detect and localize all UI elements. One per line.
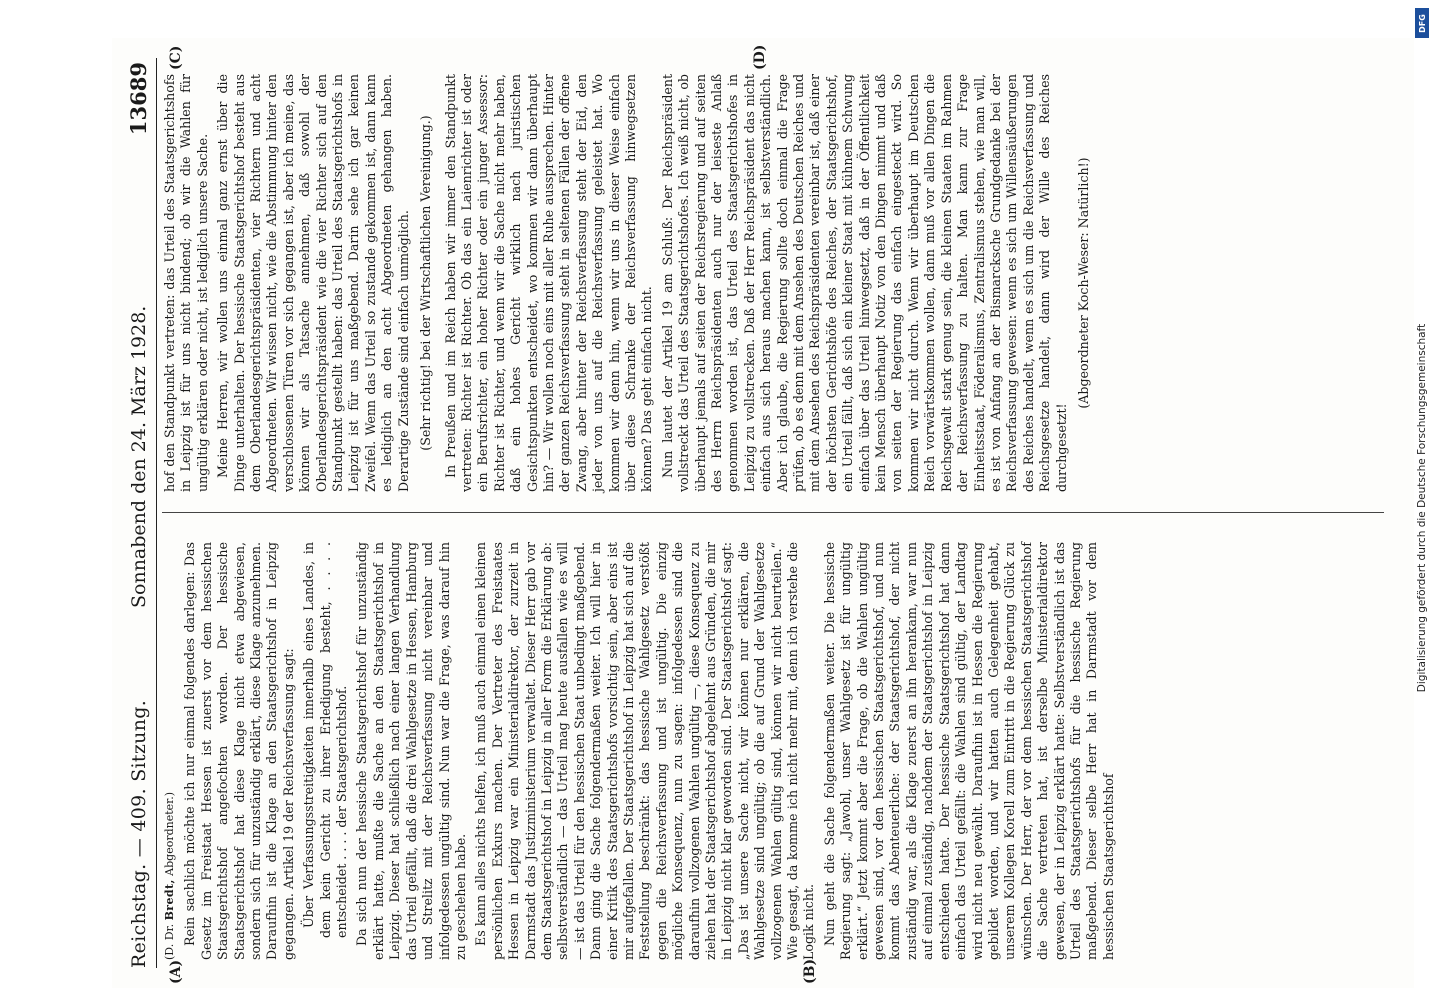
margin-marker-d: (D)	[752, 44, 768, 70]
paragraph: Es kann alles nichts helfen, ich muß auch einmal einen kleinen persönlichen Exkurs machen. Der Vertreter des Freistaates Hessen in Leipzig war ein Ministerialdirektor, der zurzeit in Darmstadt das Justizministerium verwaltet. Dieser Herr gab vor dem Staatsgerichtshof in Leipzig in aller Form die Erklärung ab: selbstverständlich — das Urteil mag heute ausfallen wie es will — ist das Urteil für den hessischen Staat unbedingt maßgebend. Dann ging die Sache folgendermaßen weiter. Ich will hier in einer Kritik des Staatsgerichtshofs vorsichtig sein, aber eins ist mir aufgefallen. Der Staatsgerichtshof in Leipzig hat sich auf die Feststellung beschränkt: das hessische Wahlgesetz verstößt gegen die Reichsverfassung und ist ungültig. Die einzig mögliche Konsequenz, nun zu sagen: infolgedessen sind die daraufhin vollzogenen Wahlen ungültig —, diese Konsequenz zu ziehen hat der Staatsgerichtshof abgelehnt aus Gründen, die mir in Leipzig nicht klar geworden sind. Der Staatsgerichtshof sagt: „Das ist unsere Sache nicht, wir können nur erklären, die Wahlgesetze sind ungültig; ob die auf Grund der Wahlgesetze vollzogenen Wahlen gültig sind, können wir nicht beurteilen.“ Wie gesagt, da komme ich nicht mehr mit, denn ich verstehe die Logik nicht.	[473, 542, 817, 960]
speaker-open: (D. Dr.	[163, 923, 176, 960]
funding-note-text: Digitalisierung gefördert durch die Deutsche Forschungsgemeinschaft	[1416, 323, 1428, 693]
paragraph: Da sich nun der hessische Staatsgerichtshof für unzuständig erklärt hatte, mußte die Sache an den Staatsgerichtshof in Leipzig. Dieser hat schließlich nach einer langen Verhandlung das Urteil gefällt, daß die drei Wahlgesetze in Hessen, Hamburg und Strelitz mit der Reichsverfassung nicht vereinbar und infolgedessen ungültig sind. Nun war die Frage, was darauf hin zu geschehen habe.	[354, 542, 468, 960]
interjection: (Abgeordneter Koch-Weser: Natürlich!)	[1075, 157, 1091, 409]
header-title: Reichstag. — 409. Sitzung.	[128, 699, 150, 968]
speaker-line	[162, 542, 178, 960]
left-column	[162, 542, 1121, 960]
paragraph: Nun lautet der Artikel 19 am Schluß: Der Reichspräsident vollstreckt das Urteil des Staatsgerichtshofes. Ich weiß nicht, ob überhaupt jemals auf seiten der Reichsregierung und auf seiten des Herrn Reichspräsidenten auch nur der leiseste Anlaß genommen worden ist, das Urteil des Staatsgerichtshofes in Leipzig zu vollstrecken. Daß der Herr Reichspräsident das nicht einfach aus sich heraus machen kann, ist selbstverständlich. Aber ich glaube, die Regierung sollte doch einmal die Frage prüfen, ob es denn mit dem Ansehen des Deutschen Reiches und mit dem Ansehen des Reichspräsidenten vereinbar ist, daß einer der höchsten Gerichtshöfe des Reiches, der Staatsgerichtshof, ein Urteil fällt, daß sich ein kleiner Staat mit kühnem Schwung einfach über das Urteil hinwegsetzt, daß in der Öffentlichkeit kein Mensch überhaupt Notiz von den Dingen nimmt und daß von seiten der Regierung das einfach eingesteckt wird. So kommen wir nicht durch. Wenn wir überhaupt im Deutschen Reich vorwärtskommen wollen, dann muß vor allen Dingen die Reichsgewalt stark genug sein, die kleinen Staaten im Rahmen der Reichsverfassung zu halten. Man kann zur Frage Einheitsstaat, Föderalismus, Zentralismus stehen, wie man will, es ist von Anfang an der Bismarcksche Grundgedanke bei der Reichsverfassung gewesen: wenn es sich um Willensäußerungen des Reiches handelt, wenn es sich um die Reichsverfassung und Reichsgesetze handelt, dann wird der Wille des Reiches durchgesetzt!	[659, 74, 1069, 492]
paragraph: hof den Standpunkt vertreten: das Urteil des Staatsgerichtshofs in Leipzig ist für uns nicht bindend; ob wir die Wahlen für ungültig erklären oder nicht, ist lediglich unsere Sache.	[162, 74, 210, 492]
funding-note	[1412, 8, 1432, 948]
quotation: Über Verfassungsstreitigkeiten innerhalb eines Landes, in dem kein Gericht zu ihrer Erledigung besteht, . . . . entscheidet . . . . der Staatsgerichtshof.	[301, 542, 350, 938]
header-date: Sonnabend den 24. März 1928.	[128, 305, 150, 608]
speaker-role: Abgeordneter.)	[163, 792, 176, 876]
header-rule	[156, 58, 157, 968]
dfg-logo	[1415, 8, 1429, 38]
speaker-name: Bredt,	[163, 879, 176, 921]
margin-marker-b: (B)	[802, 958, 818, 984]
margin-marker-a: (A)	[168, 959, 184, 984]
dfg-logo-text: DFG	[1417, 13, 1427, 33]
page-content	[112, 38, 1414, 988]
column-divider	[162, 512, 1384, 513]
page-header	[124, 58, 154, 968]
margin-marker-c: (C)	[168, 45, 184, 70]
paragraph: Nun geht die Sache folgendermaßen weiter. Die hessische Regierung sagt: „Jawohl, unser Wahlgesetz ist für ungültig erklärt.“ Jetzt kommt aber die Frage, ob die Wahlen ungültig gewesen sind, vor den hessischen Staatsgerichtshof, und nun kommt das Abenteuerliche: der Staatsgerichtshof, der nicht zuständig war, als die Klage zuerst an ihn herankam, war nun auf einmal zuständig, nachdem der Staatsgerichtshof in Leipzig entschieden hatte. Der hessische Staatsgerichtshof hat dann einfach das Urteil gefällt: die Wahlen sind gültig, der Landtag wird nicht neu gewählt. Daraufhin ist in Hessen die Regierung gebildet worden, und wir hatten auch Gelegenheit gehabt, unserem Kollegen Korell zum Eintritt in die Regierung Glück zu wünschen. Der Herr, der vor dem hessischen Staatsgerichtshof die Sache vertreten hat, ist derselbe Ministerialdirektor gewesen, der in Leipzig erklärt hatte: Selbstverständlich ist das Urteil des Staatsgerichtshofs für die hessische Regierung maßgebend. Dieser selbe Herr hat in Darmstadt vor dem hessischen Staatsgerichtshof	[821, 542, 1116, 960]
paragraph: Meine Herren, wir wollen uns einmal ganz ernst über die Dinge unterhalten. Der hessische Staatsgerichtshof besteht aus dem Oberlandesgerichtspräsidenten, vier Richtern und acht Abgeordneten. Wir wissen nicht, wie die Abstimmung hinter den verschlossenen Türen vor sich gegangen ist, aber ich meine, das können wir als Tatsache annehmen, daß sowohl der Oberlandesgerichtspräsident wie die vier Richter sich auf den Standpunkt gestellt haben: das Urteil des Staatsgerichtshofs in Leipzig ist für uns maßgebend. Darin sehe ich gar keinen Zweifel. Wenn das Urteil so zustande gekommen ist, dann kann es lediglich an den acht Abgeordneten gehangen haben. Derartige Zustände sind einfach unmöglich.	[215, 74, 411, 492]
page-number: 13689	[126, 62, 151, 136]
right-column	[162, 74, 1100, 492]
scanned-page	[112, 38, 1414, 988]
paragraph: In Preußen und im Reich haben wir immer den Standpunkt vertreten: Richter ist Richter. Ob das ein Laienrichter ist oder ein Berufsrichter, ein hoher Richter oder ein junger Assessor: Richter ist Richter, und wenn wir die Sache nicht mehr haben, daß ein hohes Gericht wirklich nach juristischen Gesichtspunkten entscheidet, wo kommen wir dann überhaupt hin? — Wir wollen noch eins mit aller Ruhe aussprechen. Hinter der ganzen Reichsverfassung steht in seltenen Fällen der offene Zwang, aber hinter der Reichsverfassung steht der Eid, den jeder von uns auf die Reichsverfassung geleistet hat. Wo kommen wir denn hin, wenn wir uns in dieser Weise einfach über diese Schranke der Reichsverfassung hinwegsetzen können? Das geht einfach nicht.	[442, 74, 655, 492]
paragraph: Rein sachlich möchte ich nur einmal folgendes darlegen: Das Gesetz im Freistaat Hessen ist zuerst vor dem hessischen Staatsgerichtshof angefochten worden. Der hessische Staatsgerichtshof hat diese Klage nicht etwa abgewiesen, sondern sich für unzuständig erklärt, diese Klage anzunehmen. Daraufhin ist die Klage an den Staatsgerichtshof in Leipzig gegangen. Artikel 19 der Reichsverfassung sagt:	[182, 542, 296, 960]
interjection: (Sehr richtig! bei der Wirtschaftlichen Vereinigung.)	[418, 115, 434, 451]
